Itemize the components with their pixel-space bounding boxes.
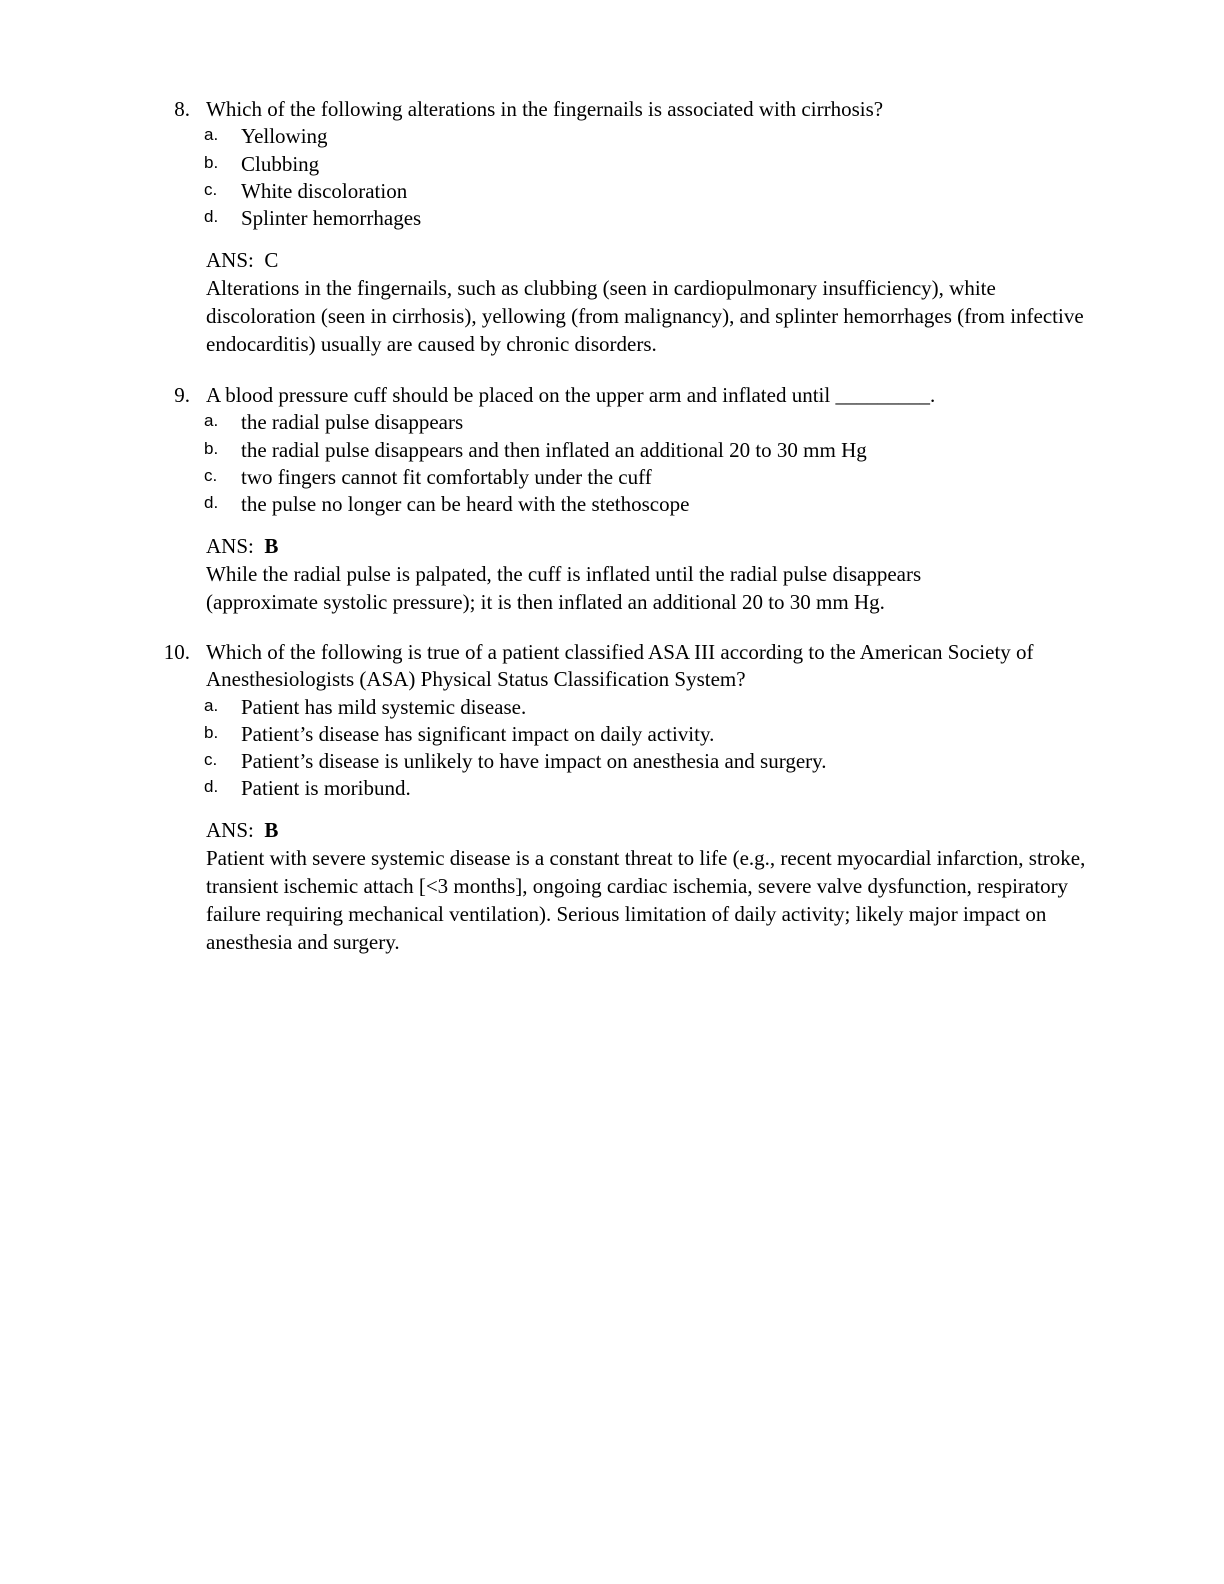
choice-d	[0, 205, 1224, 232]
choice-text: Splinter hemorrhages	[241, 206, 422, 231]
answer-block	[206, 817, 1096, 956]
choice-text: Patient’s disease has significant impact on daily activity.	[241, 721, 715, 746]
choice-letter: c.	[204, 179, 218, 199]
question-stem: Which of the following is true of a patient classified ASA III according to the American Society of Anesthesiologists (ASA) Physical Status Classification System?	[206, 640, 1034, 692]
choice-text: White discoloration	[241, 178, 408, 203]
answer-line	[206, 817, 1096, 844]
choice-list	[0, 409, 1224, 518]
choice-letter: c.	[204, 750, 218, 770]
answer-key: B	[264, 534, 279, 558]
answer-explanation: Alterations in the fingernails, such as clubbing (seen in cardiopulmonary insufficiency), white discoloration (seen in cirrhosis), yellowing (from malignancy), and splinter hemorrhages (from infective endocarditis) usually are caused by chronic disorders.	[206, 276, 1084, 357]
choice-list	[0, 123, 1224, 232]
answer-block	[206, 247, 1106, 358]
choice-text: the radial pulse disappears and then inflated an additional 20 to 30 mm Hg	[241, 437, 867, 462]
choice-a	[0, 123, 1224, 150]
choice-letter: a.	[204, 125, 219, 145]
answer-label: ANS:	[206, 248, 254, 272]
choice-letter: d.	[204, 493, 219, 513]
answer-line	[206, 533, 1036, 560]
choice-text: the pulse no longer can be heard with the stethoscope	[241, 492, 690, 517]
choice-text: Patient is moribund.	[241, 776, 411, 801]
choice-c	[0, 748, 1224, 775]
choice-b	[0, 151, 1224, 178]
answer-block	[206, 533, 1036, 616]
choice-letter: d.	[204, 207, 219, 227]
question-number: 10.	[163, 640, 190, 664]
choice-text: two fingers cannot fit comfortably under the cuff	[241, 464, 652, 489]
answer-key: C	[264, 248, 279, 272]
choice-letter: b.	[204, 722, 219, 742]
choice-text: Yellowing	[241, 124, 328, 149]
choice-d	[0, 775, 1224, 802]
choice-list	[0, 694, 1224, 803]
choice-a	[0, 694, 1224, 721]
choice-text: Clubbing	[241, 151, 320, 176]
choice-c	[0, 464, 1224, 491]
answer-line	[206, 247, 1106, 274]
choice-b	[0, 721, 1224, 748]
choice-a	[0, 409, 1224, 436]
choice-letter: b.	[204, 438, 219, 458]
answer-key: B	[264, 818, 279, 842]
answer-explanation: While the radial pulse is palpated, the cuff is inflated until the radial pulse disappears (approximate systolic pressure); it is then inflated an additional 20 to 30 mm Hg.	[206, 562, 922, 615]
choice-letter: a.	[204, 411, 219, 431]
choice-b	[0, 437, 1224, 464]
choice-text: the radial pulse disappears	[241, 410, 464, 435]
answer-label: ANS:	[206, 534, 254, 558]
question-number: 9.	[174, 383, 190, 407]
choice-letter: d.	[204, 777, 219, 797]
choice-text: Patient has mild systemic disease.	[241, 694, 527, 719]
answer-label: ANS:	[206, 818, 254, 842]
answer-explanation: Patient with severe systemic disease is a constant threat to life (e.g., recent myocardial infarction, stroke, transient ischemic attach [<3 months], ongoing cardiac ischemia, severe valve dysfunction, respiratory failure requiring mechanical ventilation). Serious limitation of daily activity; likely major impact on anesthesia and surgery.	[206, 846, 1086, 955]
choice-letter: c.	[204, 465, 218, 485]
question-stem: Which of the following alterations in the fingernails is associated with cirrhosis?	[206, 97, 884, 121]
question-stem: A blood pressure cuff should be placed on the upper arm and inflated until _________.	[206, 383, 936, 407]
choice-letter: a.	[204, 695, 219, 715]
choice-c	[0, 178, 1224, 205]
choice-d	[0, 491, 1224, 518]
question-number: 8.	[174, 97, 190, 121]
choice-text: Patient’s disease is unlikely to have impact on anesthesia and surgery.	[241, 749, 827, 774]
choice-letter: b.	[204, 152, 219, 172]
